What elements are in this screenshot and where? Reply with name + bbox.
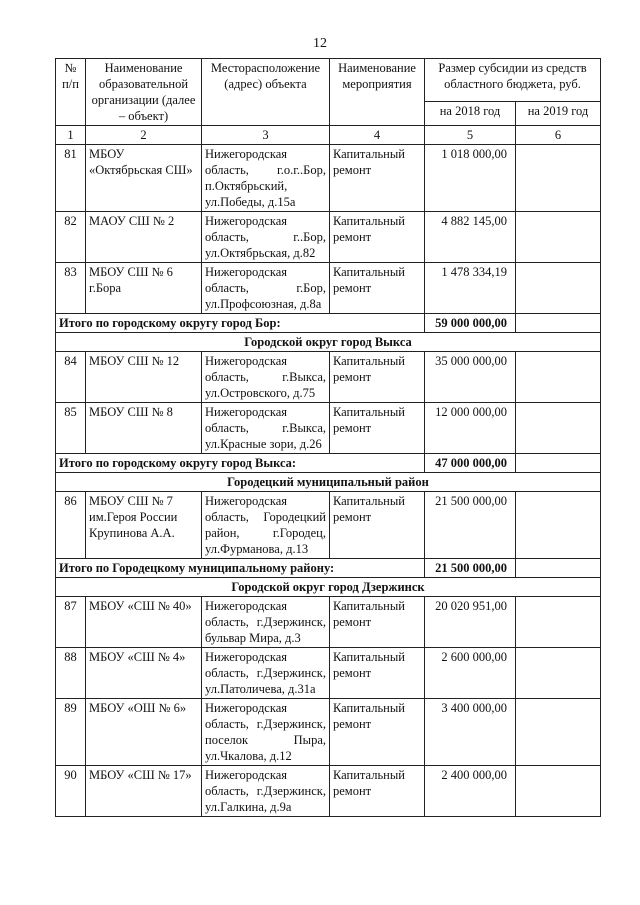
event-name: Капитальный ремонт [330,597,425,648]
object-address: Нижегородская область, г.Дзержинск, поселок Пыра, ул.Чкалова, д.12 [202,699,330,766]
amount-2019 [516,212,601,263]
row-number: 87 [56,597,86,648]
org-name: МБОУ «СШ № 17» [86,766,202,817]
row-number: 85 [56,403,86,454]
amount-2018: 2 400 000,00 [425,766,516,817]
row-number: 81 [56,145,86,212]
col-number: 5 [425,126,516,145]
object-address: Нижегородская область, г.Бор, ул.Профсоюзная, д.8а [202,263,330,314]
col-number: 6 [516,126,601,145]
object-address: Нижегородская область, г.Дзержинск, бульвар Мира, д.3 [202,597,330,648]
org-name: МБОУ «ОШ № 6» [86,699,202,766]
event-name: Капитальный ремонт [330,352,425,403]
amount-2019 [516,492,601,559]
event-name: Капитальный ремонт [330,263,425,314]
col-number: 3 [202,126,330,145]
table-row [56,403,601,454]
amount-2018: 21 500 000,00 [425,492,516,559]
amount-2018: 35 000 000,00 [425,352,516,403]
amount-2018: 2 600 000,00 [425,648,516,699]
header-event: Наименование мероприятия [330,59,425,126]
row-number: 86 [56,492,86,559]
total-label: Итого по городскому округу город Выкса: [56,454,425,473]
amount-2018: 3 400 000,00 [425,699,516,766]
section-row [56,473,601,492]
col-number: 2 [86,126,202,145]
table-body [56,145,601,817]
event-name: Капитальный ремонт [330,212,425,263]
table-row [56,212,601,263]
total-label: Итого по Городецкому муниципальному району: [56,559,425,578]
org-name: МБОУ СШ № 7 им.Героя России Крупинова А.А. [86,492,202,559]
amount-2018: 20 020 951,00 [425,597,516,648]
row-number: 84 [56,352,86,403]
amount-2018: 12 000 000,00 [425,403,516,454]
total-label: Итого по городскому округу город Бор: [56,314,425,333]
table-row [56,492,601,559]
table-row [56,145,601,212]
total-amount-2019 [516,559,601,578]
column-numbers-row [56,126,601,145]
row-number: 90 [56,766,86,817]
org-name: МБОУ «Октябрьская СШ» [86,145,202,212]
total-row [56,314,601,333]
header-address: Месторасположение (адрес) объекта [202,59,330,126]
event-name: Капитальный ремонт [330,648,425,699]
object-address: Нижегородская область, г.Выкса, ул.Островского, д.75 [202,352,330,403]
org-name: МБОУ «СШ № 40» [86,597,202,648]
table-row [56,699,601,766]
amount-2018: 4 882 145,00 [425,212,516,263]
org-name: МБОУ «СШ № 4» [86,648,202,699]
subsidy-table [55,58,601,817]
total-row [56,559,601,578]
table-row [56,352,601,403]
amount-2018: 1 478 334,19 [425,263,516,314]
amount-2019 [516,597,601,648]
header-year-2019: на 2019 год [516,102,601,126]
org-name: МБОУ СШ № 8 [86,403,202,454]
org-name: МБОУ СШ № 12 [86,352,202,403]
total-amount-2019 [516,454,601,473]
header-org: Наименование образовательной организации (далее – объект) [86,59,202,126]
object-address: Нижегородская область, г.Дзержинск, ул.Патоличева, д.31а [202,648,330,699]
amount-2019 [516,352,601,403]
total-amount-2019 [516,314,601,333]
col-number: 4 [330,126,425,145]
row-number: 89 [56,699,86,766]
section-title: Городской округ город Выкса [56,333,601,352]
object-address: Нижегородская область, Городецкий район, г.Городец, ул.Фурманова, д.13 [202,492,330,559]
row-number: 88 [56,648,86,699]
org-name: МАОУ СШ № 2 [86,212,202,263]
object-address: Нижегородская область, г..Бор, ул.Октябрьская, д.82 [202,212,330,263]
row-number: 82 [56,212,86,263]
total-amount-2018: 59 000 000,00 [425,314,516,333]
org-name: МБОУ СШ № 6 г.Бора [86,263,202,314]
row-number: 83 [56,263,86,314]
section-title: Городской округ город Дзержинск [56,578,601,597]
section-title: Городецкий муниципальный район [56,473,601,492]
event-name: Капитальный ремонт [330,403,425,454]
header-subsidy: Размер субсидии из средств областного бюджета, руб. [425,59,601,102]
header-num: № п/п [56,59,86,126]
section-row [56,333,601,352]
amount-2018: 1 018 000,00 [425,145,516,212]
amount-2019 [516,766,601,817]
header-year-2018: на 2018 год [425,102,516,126]
table-row [56,263,601,314]
table-row [56,597,601,648]
event-name: Капитальный ремонт [330,145,425,212]
amount-2019 [516,403,601,454]
amount-2019 [516,699,601,766]
col-number: 1 [56,126,86,145]
amount-2019 [516,263,601,314]
object-address: Нижегородская область, г.о.г..Бор, п.Октябрьский, ул.Победы, д.15а [202,145,330,212]
object-address: Нижегородская область, г.Выкса, ул.Красные зори, д.26 [202,403,330,454]
event-name: Капитальный ремонт [330,766,425,817]
amount-2019 [516,145,601,212]
amount-2019 [516,648,601,699]
table-row [56,766,601,817]
event-name: Капитальный ремонт [330,699,425,766]
table-row [56,648,601,699]
section-row [56,578,601,597]
total-amount-2018: 47 000 000,00 [425,454,516,473]
total-amount-2018: 21 500 000,00 [425,559,516,578]
event-name: Капитальный ремонт [330,492,425,559]
page-number: 12 [313,36,327,51]
total-row [56,454,601,473]
object-address: Нижегородская область, г.Дзержинск, ул.Галкина, д.9а [202,766,330,817]
